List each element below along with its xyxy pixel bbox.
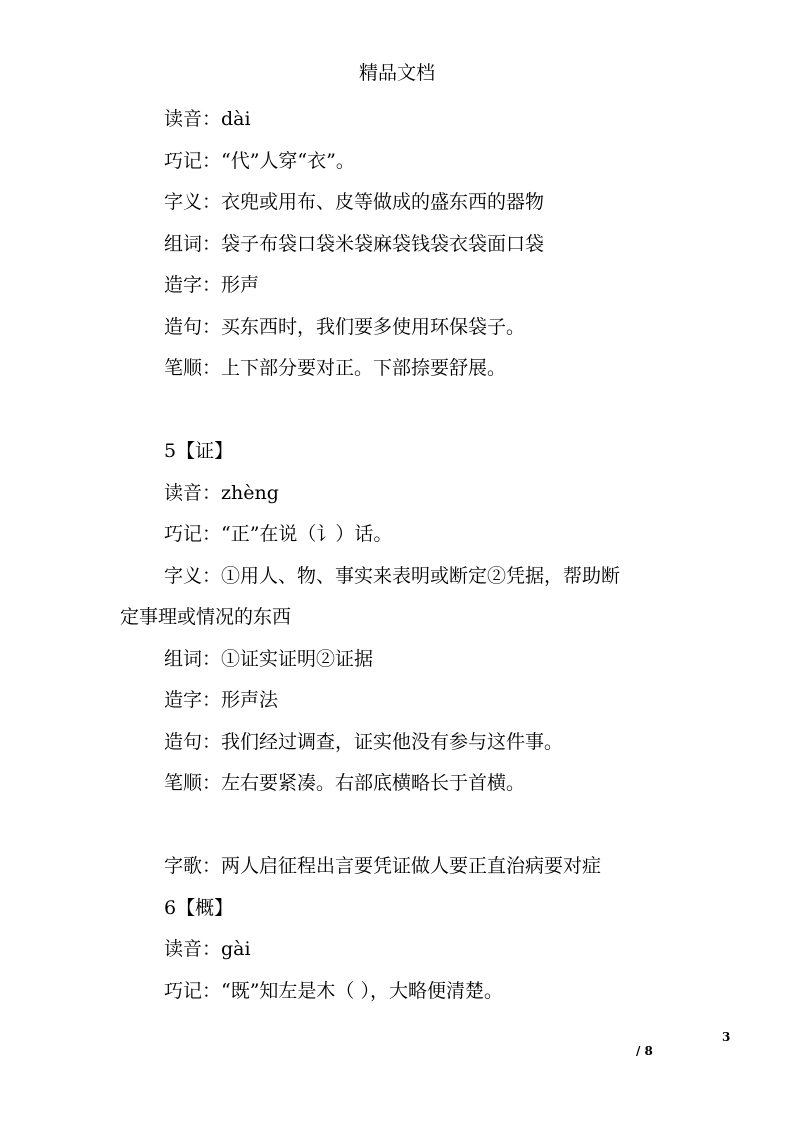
text-line: 造字：形声法 [164, 689, 279, 711]
text-line: 读音：dài [164, 108, 251, 130]
page-total: / 8 [636, 1044, 653, 1058]
text-line: 巧记：“既”知左是木（ ），大略便清楚。 [164, 980, 503, 1002]
text-line: 笔顺：上下部分要对正。下部捺要舒展。 [164, 357, 507, 379]
text-line: 巧记：“代”人穿“衣”。 [164, 150, 355, 172]
text-line: 读音：gài [164, 938, 251, 960]
text-line: 字义：①用人、物、事实来表明或断定②凭据，帮助断 [164, 565, 621, 587]
page-header-title: 精品文档 [358, 62, 435, 84]
text-line: 巧记：“正”在说（讠）话。 [164, 523, 393, 545]
text-line: 造句：我们经过调查，证实他没有参与这件事。 [164, 731, 564, 753]
text-line: 组词：袋子布袋口袋米袋麻袋钱袋衣袋面口袋 [164, 233, 545, 255]
text-line: 造句：买东西时，我们要多使用环保袋子。 [164, 316, 526, 338]
text-line-continued: 定事理或情况的东西 [120, 606, 292, 628]
text-line: 读音：zhèng [164, 482, 279, 504]
section-heading: 6【概】 [164, 897, 234, 919]
text-line: 字歌：两人启征程出言要凭证做人要正直治病要对症 [164, 855, 602, 877]
text-line: 笔顺：左右要紧凑。右部底横略长于首横。 [164, 772, 526, 794]
text-line: 组词：①证实证明②证据 [164, 648, 374, 670]
text-line: 造字：形声 [164, 274, 260, 296]
page-number: 3 [722, 1030, 731, 1044]
section-heading: 5【证】 [164, 440, 234, 462]
text-line: 字义：衣兜或用布、皮等做成的盛东西的器物 [164, 191, 545, 213]
